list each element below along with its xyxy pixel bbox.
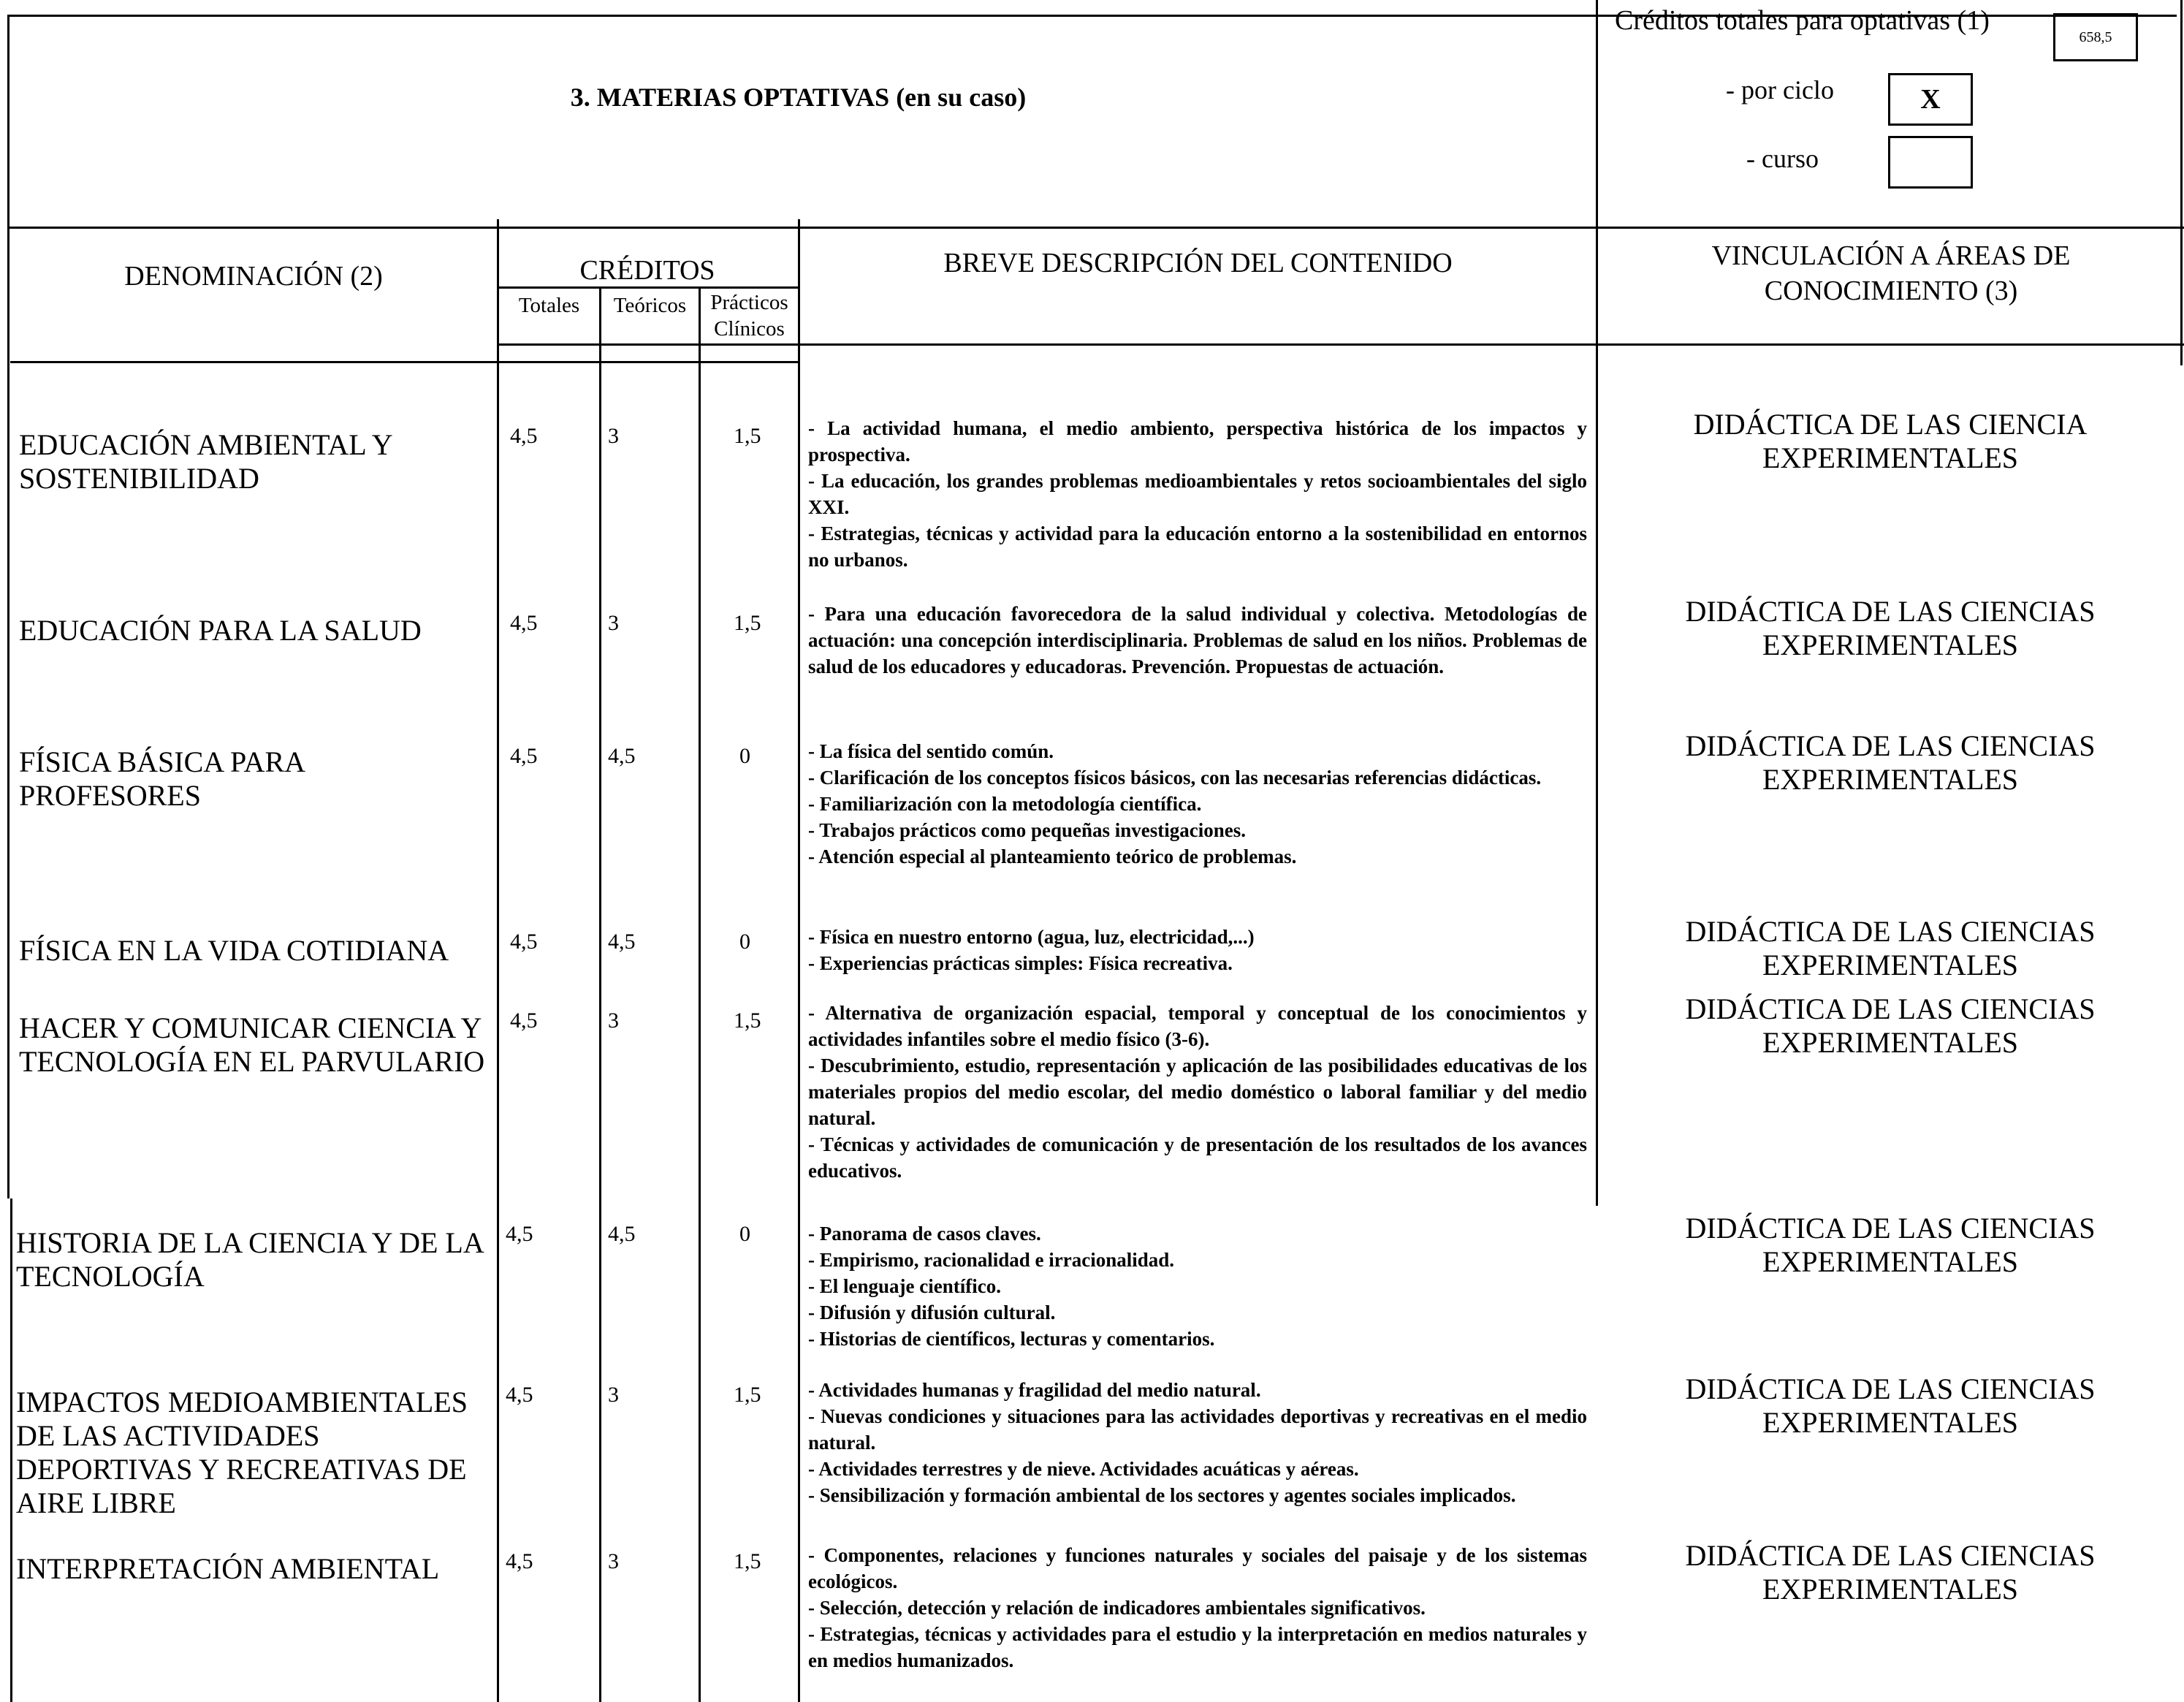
row-teoricos: 3: [608, 424, 619, 448]
clinicos-header-line: Clínicos: [714, 317, 785, 341]
row-area: [1597, 915, 2184, 982]
desc-line: - Clarificación de los conceptos físicos básicos, con las necesarias referencias didácticas.: [808, 767, 1542, 789]
row-practicos: 0: [739, 1222, 750, 1246]
row-description: [808, 1542, 1587, 1673]
creditos-totales-label: Créditos totales para optativas (1): [1615, 5, 1990, 36]
row-teoricos: 4,5: [608, 1222, 636, 1246]
col-divider-totales: [599, 286, 601, 1702]
desc-line: - Alternativa de organización espacial, temporal y conceptual de los conocimientos y actividades infantiles sobre el medio físico (3-6).: [808, 1002, 1587, 1050]
row-name: IMPACTOS MEDIOAMBIENTALES DE LAS ACTIVIDADES DEPORTIVAS Y RECREATIVAS DE AIRE LIBRE: [16, 1386, 468, 1519]
por-ciclo-checkbox: X: [1888, 73, 1973, 126]
row-practicos: 0: [739, 744, 750, 768]
row-totales: 4,5: [510, 424, 538, 448]
row-practicos: 1,5: [734, 424, 761, 448]
row-teoricos: 4,5: [608, 930, 636, 954]
row-totales: 4,5: [510, 930, 538, 954]
row-area: [1597, 408, 2184, 475]
area-line2: EXPERIMENTALES: [1762, 441, 2019, 474]
desc-line: - Historias de científicos, lecturas y comentarios.: [808, 1328, 1215, 1350]
vinculacion-header: [1598, 238, 2184, 308]
desc-line: - Actividades humanas y fragilidad del medio natural.: [808, 1379, 1261, 1401]
row-practicos: 1,5: [734, 611, 761, 635]
area-line2: EXPERIMENTALES: [1762, 763, 2019, 796]
row-teoricos: 3: [608, 611, 619, 635]
col-divider-practicos: [798, 219, 800, 1702]
desc-line: - Difusión y difusión cultural.: [808, 1302, 1056, 1323]
row-totales: 4,5: [510, 1008, 538, 1033]
desc-line: - La actividad humana, el medio ambiento, perspectiva histórica de los impactos y prospectiva.: [808, 417, 1587, 466]
right-border: [2180, 0, 2183, 365]
teoricos-header: Teóricos: [613, 294, 687, 317]
row-teoricos: 3: [608, 1383, 619, 1407]
curso-label: - curso: [1746, 144, 1819, 173]
row-name: HISTORIA DE LA CIENCIA Y DE LA TECNOLOGÍA: [16, 1226, 483, 1293]
vinculacion-header-line1: VINCULACIÓN A ÁREAS DE: [1711, 240, 2071, 271]
row-practicos: 1,5: [734, 1383, 761, 1407]
row-totales: 4,5: [506, 1549, 533, 1573]
col-divider-creditos: [497, 219, 499, 1702]
row-teoricos: 3: [608, 1549, 619, 1573]
area-line2: EXPERIMENTALES: [1762, 1026, 2019, 1059]
row-area: [1597, 595, 2184, 662]
desc-line: - Física en nuestro entorno (agua, luz, electricidad,...): [808, 926, 1255, 948]
area-line1: DIDÁCTICA DE LAS CIENCIA: [1693, 408, 2088, 441]
row-description: [808, 1220, 1587, 1352]
curso-checkbox: [1888, 136, 1973, 189]
row-totales: 4,5: [506, 1222, 533, 1246]
row-description: [808, 601, 1587, 680]
desc-line: - Empirismo, racionalidad e irracionalidad.: [808, 1249, 1175, 1271]
desc-line: - La educación, los grandes problemas medioambientales y retos socioambientales del siglo XXI.: [808, 470, 1587, 518]
area-line1: DIDÁCTICA DE LAS CIENCIAS: [1685, 595, 2096, 628]
desc-line: - Descubrimiento, estudio, representación y aplicación de las posibilidades educativas de los materiales propios del medio escolar, del medio doméstico o laboral familiar y del medio natural.: [808, 1055, 1587, 1129]
descripcion-header: BREVE DESCRIPCIÓN DEL CONTENIDO: [943, 248, 1453, 278]
row-practicos: 1,5: [734, 1549, 761, 1573]
row-name: FÍSICA EN LA VIDA COTIDIANA: [19, 934, 449, 967]
por-ciclo-label: - por ciclo: [1726, 75, 1834, 105]
page-title: 3. MATERIAS OPTATIVAS (en su caso): [570, 83, 1027, 112]
desc-line: - Componentes, relaciones y funciones naturales y sociales del paisaje y de los sistemas ecológicos.: [808, 1544, 1587, 1592]
creditos-subheader-line: [497, 286, 798, 289]
row-practicos: 0: [739, 930, 750, 954]
area-line2: EXPERIMENTALES: [1762, 1245, 2019, 1278]
row-name: EDUCACIÓN AMBIENTAL Y SOSTENIBILIDAD: [19, 428, 392, 495]
desc-line: - La física del sentido común.: [808, 740, 1054, 762]
desc-line: - Selección, detección y relación de indicadores ambientales significativos.: [808, 1597, 1426, 1619]
desc-line: - Estrategias, técnicas y actividad para la educación entorno a la sostenibilidad en entornos no urbanos.: [808, 523, 1587, 571]
desc-line: - Nuevas condiciones y situaciones para las actividades deportivas y recreativas en el medio natural.: [808, 1405, 1587, 1454]
area-line1: DIDÁCTICA DE LAS CIENCIAS: [1685, 1539, 2096, 1572]
row-name: FÍSICA BÁSICA PARA PROFESORES: [19, 745, 304, 812]
desc-line: - Panorama de casos claves.: [808, 1223, 1041, 1245]
row-area: [1597, 1539, 2184, 1606]
column-header-bottom-border: [497, 343, 2184, 346]
desc-line: - Sensibilización y formación ambiental de los sectores y agentes sociales implicados.: [808, 1484, 1516, 1506]
desc-line: - Para una educación favorecedora de la salud individual y colectiva. Metodologías de actuación: una concepción interdisciplinaria. Problemas de salud en los niños. Problemas de salud de los educadores y educadoras. Prevención. Propuestas de actuación.: [808, 603, 1587, 677]
desc-line: - Atención especial al planteamiento teórico de problemas.: [808, 846, 1297, 867]
row-description: [808, 1000, 1587, 1184]
row-area: [1597, 1372, 2184, 1440]
area-line2: EXPERIMENTALES: [1762, 949, 2019, 981]
area-line1: DIDÁCTICA DE LAS CIENCIAS: [1685, 992, 2096, 1025]
area-line1: DIDÁCTICA DE LAS CIENCIAS: [1685, 915, 2096, 948]
row-area: [1597, 1212, 2184, 1279]
row-area: [1597, 729, 2184, 797]
row-totales: 4,5: [510, 611, 538, 635]
area-line2: EXPERIMENTALES: [1762, 628, 2019, 661]
left-border-bottom: [10, 1198, 12, 1702]
row-description: [808, 415, 1587, 573]
area-line1: DIDÁCTICA DE LAS CIENCIAS: [1685, 1212, 2096, 1245]
row-description: [808, 924, 1587, 976]
desc-line: - Actividades terrestres y de nieve. Actividades acuáticas y aéreas.: [808, 1458, 1359, 1480]
row-totales: 4,5: [506, 1383, 533, 1407]
desc-line: - Trabajos prácticos como pequeñas investigaciones.: [808, 819, 1246, 841]
area-line1: DIDÁCTICA DE LAS CIENCIAS: [1685, 1372, 2096, 1405]
body-top-border: [10, 361, 798, 363]
left-border-top: [7, 15, 9, 1198]
row-totales: 4,5: [510, 744, 538, 768]
area-line1: DIDÁCTICA DE LAS CIENCIAS: [1685, 729, 2096, 762]
row-description: [808, 1377, 1587, 1508]
row-name: INTERPRETACIÓN AMBIENTAL: [16, 1552, 440, 1585]
row-teoricos: 3: [608, 1008, 619, 1033]
creditos-totales-value: 658,5: [2053, 13, 2138, 61]
practicos-header-line: Prácticos: [710, 291, 788, 314]
desc-line: - Experiencias prácticas simples: Física recreativa.: [808, 952, 1233, 974]
vinculacion-header-line2: CONOCIMIENTO (3): [1764, 276, 2018, 306]
row-area: [1597, 992, 2184, 1060]
practicos-header: [701, 289, 798, 342]
row-name: EDUCACIÓN PARA LA SALUD: [19, 614, 422, 647]
row-description: [808, 738, 1587, 870]
area-line2: EXPERIMENTALES: [1762, 1406, 2019, 1439]
totales-header: Totales: [518, 294, 580, 317]
area-line2: EXPERIMENTALES: [1762, 1573, 2019, 1606]
desc-line: - Técnicas y actividades de comunicación y de presentación de los resultados de los avances educativos.: [808, 1133, 1587, 1182]
row-practicos: 1,5: [734, 1008, 761, 1033]
desc-line: - El lenguaje científico.: [808, 1275, 1001, 1297]
header-bottom-border: [7, 227, 2184, 229]
creditos-header: CRÉDITOS: [579, 255, 715, 286]
col-divider-teoricos: [699, 286, 701, 1702]
row-teoricos: 4,5: [608, 744, 636, 768]
row-name: HACER Y COMUNICAR CIENCIA Y TECNOLOGÍA EN EL PARVULARIO: [19, 1011, 485, 1078]
desc-line: - Estrategias, técnicas y actividades para el estudio y la interpretación en medios naturales y en medios humanizados.: [808, 1623, 1587, 1671]
denominacion-header: DENOMINACIÓN (2): [124, 261, 383, 292]
desc-line: - Familiarización con la metodología científica.: [808, 793, 1202, 815]
